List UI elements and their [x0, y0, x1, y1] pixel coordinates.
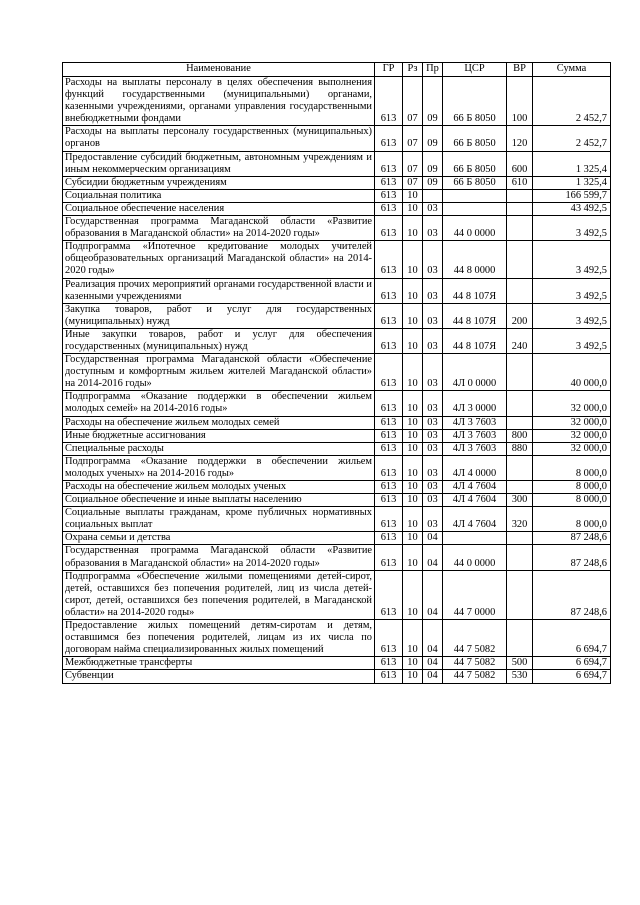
- cell-vr: [507, 620, 533, 657]
- cell-csr: 44 7 5082: [443, 620, 507, 657]
- cell-vr: [507, 481, 533, 494]
- cell-gr: 613: [375, 189, 403, 202]
- cell-rz: 10: [403, 416, 423, 429]
- cell-pr: 03: [423, 481, 443, 494]
- cell-pr: 09: [423, 77, 443, 126]
- cell-csr: 4Л 4 7604: [443, 507, 507, 532]
- cell-sum: 2 452,7: [533, 126, 611, 151]
- cell-rz: 10: [403, 570, 423, 619]
- cell-sum: 3 492,5: [533, 278, 611, 303]
- cell-name: Закупка товаров, работ и услуг для государственных (муниципальных) нужд: [63, 303, 375, 328]
- table-row: [63, 202, 611, 215]
- cell-sum: 6 694,7: [533, 620, 611, 657]
- cell-rz: 10: [403, 670, 423, 683]
- cell-csr: 4Л 4 7604: [443, 481, 507, 494]
- cell-rz: 10: [403, 429, 423, 442]
- cell-pr: 03: [423, 278, 443, 303]
- cell-sum: 87 248,6: [533, 532, 611, 545]
- cell-sum: 6 694,7: [533, 670, 611, 683]
- cell-sum: 8 000,0: [533, 455, 611, 480]
- cell-vr: [507, 216, 533, 241]
- cell-rz: 10: [403, 278, 423, 303]
- table-row: [63, 216, 611, 241]
- cell-gr: 613: [375, 216, 403, 241]
- cell-name: Государственная программа Магаданской области «Развитие образования в Магаданской области» на 2014-2020 годы»: [63, 545, 375, 570]
- table-row: [63, 328, 611, 353]
- cell-pr: 09: [423, 126, 443, 151]
- cell-gr: 613: [375, 507, 403, 532]
- cell-csr: 4Л 4 0000: [443, 455, 507, 480]
- cell-csr: 44 7 5082: [443, 670, 507, 683]
- cell-gr: 613: [375, 545, 403, 570]
- cell-name: Социальные выплаты гражданам, кроме публичных нормативных социальных выплат: [63, 507, 375, 532]
- cell-name: Иные закупки товаров, работ и услуг для обеспечения государственных (муниципальных) нужд: [63, 328, 375, 353]
- cell-rz: 10: [403, 494, 423, 507]
- cell-sum: 43 492,5: [533, 202, 611, 215]
- cell-gr: 613: [375, 657, 403, 670]
- cell-pr: 09: [423, 151, 443, 176]
- cell-pr: 03: [423, 202, 443, 215]
- cell-pr: 03: [423, 241, 443, 278]
- table-row: [63, 570, 611, 619]
- cell-name: Предоставление субсидий бюджетным, автономным учреждениям и иным некоммерческим организациям: [63, 151, 375, 176]
- cell-sum: 8 000,0: [533, 507, 611, 532]
- table-row: [63, 481, 611, 494]
- table-row: [63, 657, 611, 670]
- cell-rz: 10: [403, 303, 423, 328]
- cell-vr: [507, 570, 533, 619]
- cell-gr: 613: [375, 354, 403, 391]
- cell-vr: [507, 455, 533, 480]
- cell-csr: 4Л 4 7604: [443, 494, 507, 507]
- cell-vr: 500: [507, 657, 533, 670]
- cell-name: Подпрограмма «Обеспечение жилыми помещениями детей-сирот, детей, оставшихся без попечения родителей, лиц из числа детей-сирот, детей, оставшихся без попечения родителей, в Магаданской области» на 2014-2020 годы»: [63, 570, 375, 619]
- cell-rz: 10: [403, 216, 423, 241]
- cell-sum: 40 000,0: [533, 354, 611, 391]
- cell-rz: 10: [403, 442, 423, 455]
- cell-sum: 166 599,7: [533, 189, 611, 202]
- cell-rz: 07: [403, 176, 423, 189]
- cell-pr: 03: [423, 354, 443, 391]
- cell-vr: 320: [507, 507, 533, 532]
- cell-rz: 10: [403, 455, 423, 480]
- cell-pr: 04: [423, 670, 443, 683]
- cell-name: Охрана семьи и детства: [63, 532, 375, 545]
- cell-pr: 03: [423, 494, 443, 507]
- cell-name: Социальное обеспечение и иные выплаты населению: [63, 494, 375, 507]
- cell-sum: 1 325,4: [533, 151, 611, 176]
- cell-gr: 613: [375, 77, 403, 126]
- table-row: [63, 77, 611, 126]
- cell-csr: 44 8 0000: [443, 241, 507, 278]
- cell-gr: 613: [375, 494, 403, 507]
- cell-gr: 613: [375, 391, 403, 416]
- cell-sum: 87 248,6: [533, 545, 611, 570]
- cell-pr: 03: [423, 328, 443, 353]
- cell-name: Расходы на обеспечение жильем молодых семей: [63, 416, 375, 429]
- cell-sum: 32 000,0: [533, 442, 611, 455]
- cell-sum: 8 000,0: [533, 494, 611, 507]
- table-row: [63, 494, 611, 507]
- header-csr: ЦСР: [443, 63, 507, 77]
- table-row: [63, 354, 611, 391]
- cell-sum: 3 492,5: [533, 328, 611, 353]
- cell-vr: 240: [507, 328, 533, 353]
- cell-vr: 120: [507, 126, 533, 151]
- header-pr: Пр: [423, 63, 443, 77]
- table-row: [63, 151, 611, 176]
- cell-vr: [507, 202, 533, 215]
- cell-gr: 613: [375, 416, 403, 429]
- cell-name: Государственная программа Магаданской области «Обеспечение доступным и комфортным жильем жителей Магаданской области» на 2014-2016 годы»: [63, 354, 375, 391]
- cell-name: Специальные расходы: [63, 442, 375, 455]
- cell-vr: [507, 241, 533, 278]
- cell-csr: [443, 532, 507, 545]
- cell-sum: 32 000,0: [533, 416, 611, 429]
- cell-csr: [443, 189, 507, 202]
- cell-gr: 613: [375, 429, 403, 442]
- cell-sum: 8 000,0: [533, 481, 611, 494]
- table-row: [63, 303, 611, 328]
- table-row: [63, 278, 611, 303]
- table-row: [63, 189, 611, 202]
- cell-pr: 04: [423, 620, 443, 657]
- cell-gr: 613: [375, 670, 403, 683]
- cell-rz: 10: [403, 545, 423, 570]
- cell-name: Иные бюджетные ассигнования: [63, 429, 375, 442]
- cell-sum: 3 492,5: [533, 241, 611, 278]
- cell-vr: 600: [507, 151, 533, 176]
- cell-name: Межбюджетные трансферты: [63, 657, 375, 670]
- cell-vr: [507, 416, 533, 429]
- cell-pr: 04: [423, 545, 443, 570]
- cell-vr: [507, 354, 533, 391]
- table-row: [63, 670, 611, 683]
- cell-rz: 07: [403, 151, 423, 176]
- cell-name: Реализация прочих мероприятий органами государственной власти и казенными учреждениями: [63, 278, 375, 303]
- header-vr: ВР: [507, 63, 533, 77]
- cell-gr: 613: [375, 151, 403, 176]
- cell-csr: 66 Б 8050: [443, 77, 507, 126]
- header-rz: Рз: [403, 63, 423, 77]
- cell-sum: 3 492,5: [533, 216, 611, 241]
- cell-pr: 03: [423, 429, 443, 442]
- cell-csr: 4Л 3 7603: [443, 429, 507, 442]
- cell-vr: [507, 278, 533, 303]
- cell-vr: 530: [507, 670, 533, 683]
- cell-sum: 32 000,0: [533, 429, 611, 442]
- cell-csr: [443, 202, 507, 215]
- cell-rz: 10: [403, 391, 423, 416]
- cell-name: Расходы на выплаты персоналу в целях обеспечения выполнения функций государственными (муниципальными) органами, казенными учреждениями, органами управления государственными внебюджетными фондами: [63, 77, 375, 126]
- cell-gr: 613: [375, 455, 403, 480]
- cell-sum: 6 694,7: [533, 657, 611, 670]
- cell-name: Подпрограмма «Оказание поддержки в обеспечении жильем молодых ученых» на 2014-2016 годы»: [63, 455, 375, 480]
- cell-csr: 44 8 107Я: [443, 328, 507, 353]
- cell-rz: 07: [403, 126, 423, 151]
- table-row: [63, 545, 611, 570]
- cell-rz: 10: [403, 507, 423, 532]
- cell-vr: [507, 189, 533, 202]
- cell-gr: 613: [375, 442, 403, 455]
- header-name: Наименование: [63, 63, 375, 77]
- cell-name: Подпрограмма «Ипотечное кредитование молодых учителей общеобразовательных организаций Магаданской области» на 2014-2020 годы»: [63, 241, 375, 278]
- table-row: [63, 416, 611, 429]
- cell-rz: 10: [403, 354, 423, 391]
- cell-vr: [507, 532, 533, 545]
- cell-gr: 613: [375, 126, 403, 151]
- header-gr: ГР: [375, 63, 403, 77]
- cell-rz: 10: [403, 328, 423, 353]
- cell-pr: 03: [423, 391, 443, 416]
- cell-rz: 10: [403, 657, 423, 670]
- cell-vr: 200: [507, 303, 533, 328]
- cell-csr: 4Л 0 0000: [443, 354, 507, 391]
- cell-sum: 2 452,7: [533, 77, 611, 126]
- table-row: [63, 126, 611, 151]
- cell-vr: 100: [507, 77, 533, 126]
- cell-rz: 10: [403, 189, 423, 202]
- cell-name: Государственная программа Магаданской области «Развитие образования в Магаданской области» на 2014-2020 годы»: [63, 216, 375, 241]
- cell-pr: 03: [423, 216, 443, 241]
- table-row: [63, 442, 611, 455]
- cell-pr: 03: [423, 455, 443, 480]
- cell-name: Социальное обеспечение населения: [63, 202, 375, 215]
- cell-csr: 66 Б 8050: [443, 176, 507, 189]
- table-row: [63, 429, 611, 442]
- header-row: [63, 63, 611, 77]
- cell-csr: 44 0 0000: [443, 216, 507, 241]
- cell-csr: 4Л 3 7603: [443, 416, 507, 429]
- cell-pr: 03: [423, 442, 443, 455]
- cell-vr: [507, 391, 533, 416]
- cell-csr: 44 7 0000: [443, 570, 507, 619]
- cell-pr: 09: [423, 176, 443, 189]
- cell-csr: 66 Б 8050: [443, 151, 507, 176]
- table-row: [63, 241, 611, 278]
- cell-sum: 1 325,4: [533, 176, 611, 189]
- cell-vr: 880: [507, 442, 533, 455]
- cell-rz: 10: [403, 620, 423, 657]
- table-row: [63, 532, 611, 545]
- cell-vr: 800: [507, 429, 533, 442]
- cell-name: Расходы на выплаты персоналу государственных (муниципальных) органов: [63, 126, 375, 151]
- cell-gr: 613: [375, 202, 403, 215]
- cell-gr: 613: [375, 328, 403, 353]
- cell-vr: [507, 545, 533, 570]
- cell-csr: 44 7 5082: [443, 657, 507, 670]
- cell-csr: 4Л 3 7603: [443, 442, 507, 455]
- cell-name: Субвенции: [63, 670, 375, 683]
- cell-rz: 10: [403, 481, 423, 494]
- cell-csr: 44 0 0000: [443, 545, 507, 570]
- cell-pr: 04: [423, 657, 443, 670]
- cell-name: Социальная политика: [63, 189, 375, 202]
- cell-sum: 3 492,5: [533, 303, 611, 328]
- cell-name: Подпрограмма «Оказание поддержки в обеспечении жильем молодых семей» на 2014-2016 годы»: [63, 391, 375, 416]
- cell-vr: 610: [507, 176, 533, 189]
- cell-name: Предоставление жилых помещений детям-сиротам и детям, оставшимся без попечения родителей, лицам из их числа по договорам найма специализированных жилых помещений: [63, 620, 375, 657]
- cell-pr: 03: [423, 416, 443, 429]
- header-sum: Сумма: [533, 63, 611, 77]
- cell-gr: 613: [375, 278, 403, 303]
- cell-rz: 10: [403, 532, 423, 545]
- cell-csr: 66 Б 8050: [443, 126, 507, 151]
- cell-csr: 44 8 107Я: [443, 303, 507, 328]
- cell-gr: 613: [375, 620, 403, 657]
- cell-name: Расходы на обеспечение жильем молодых ученых: [63, 481, 375, 494]
- cell-gr: 613: [375, 481, 403, 494]
- cell-pr: 03: [423, 507, 443, 532]
- cell-rz: 10: [403, 202, 423, 215]
- budget-table: [62, 62, 611, 684]
- cell-pr: 04: [423, 570, 443, 619]
- cell-rz: 10: [403, 241, 423, 278]
- cell-pr: 03: [423, 303, 443, 328]
- cell-name: Субсидии бюджетным учреждениям: [63, 176, 375, 189]
- cell-csr: 44 8 107Я: [443, 278, 507, 303]
- table-row: [63, 391, 611, 416]
- cell-gr: 613: [375, 303, 403, 328]
- cell-pr: 04: [423, 532, 443, 545]
- table-row: [63, 620, 611, 657]
- table-row: [63, 507, 611, 532]
- table-row: [63, 176, 611, 189]
- cell-csr: 4Л 3 0000: [443, 391, 507, 416]
- cell-pr: [423, 189, 443, 202]
- cell-vr: 300: [507, 494, 533, 507]
- cell-sum: 32 000,0: [533, 391, 611, 416]
- table-row: [63, 455, 611, 480]
- cell-gr: 613: [375, 532, 403, 545]
- cell-gr: 613: [375, 241, 403, 278]
- cell-gr: 613: [375, 176, 403, 189]
- cell-gr: 613: [375, 570, 403, 619]
- cell-rz: 07: [403, 77, 423, 126]
- cell-sum: 87 248,6: [533, 570, 611, 619]
